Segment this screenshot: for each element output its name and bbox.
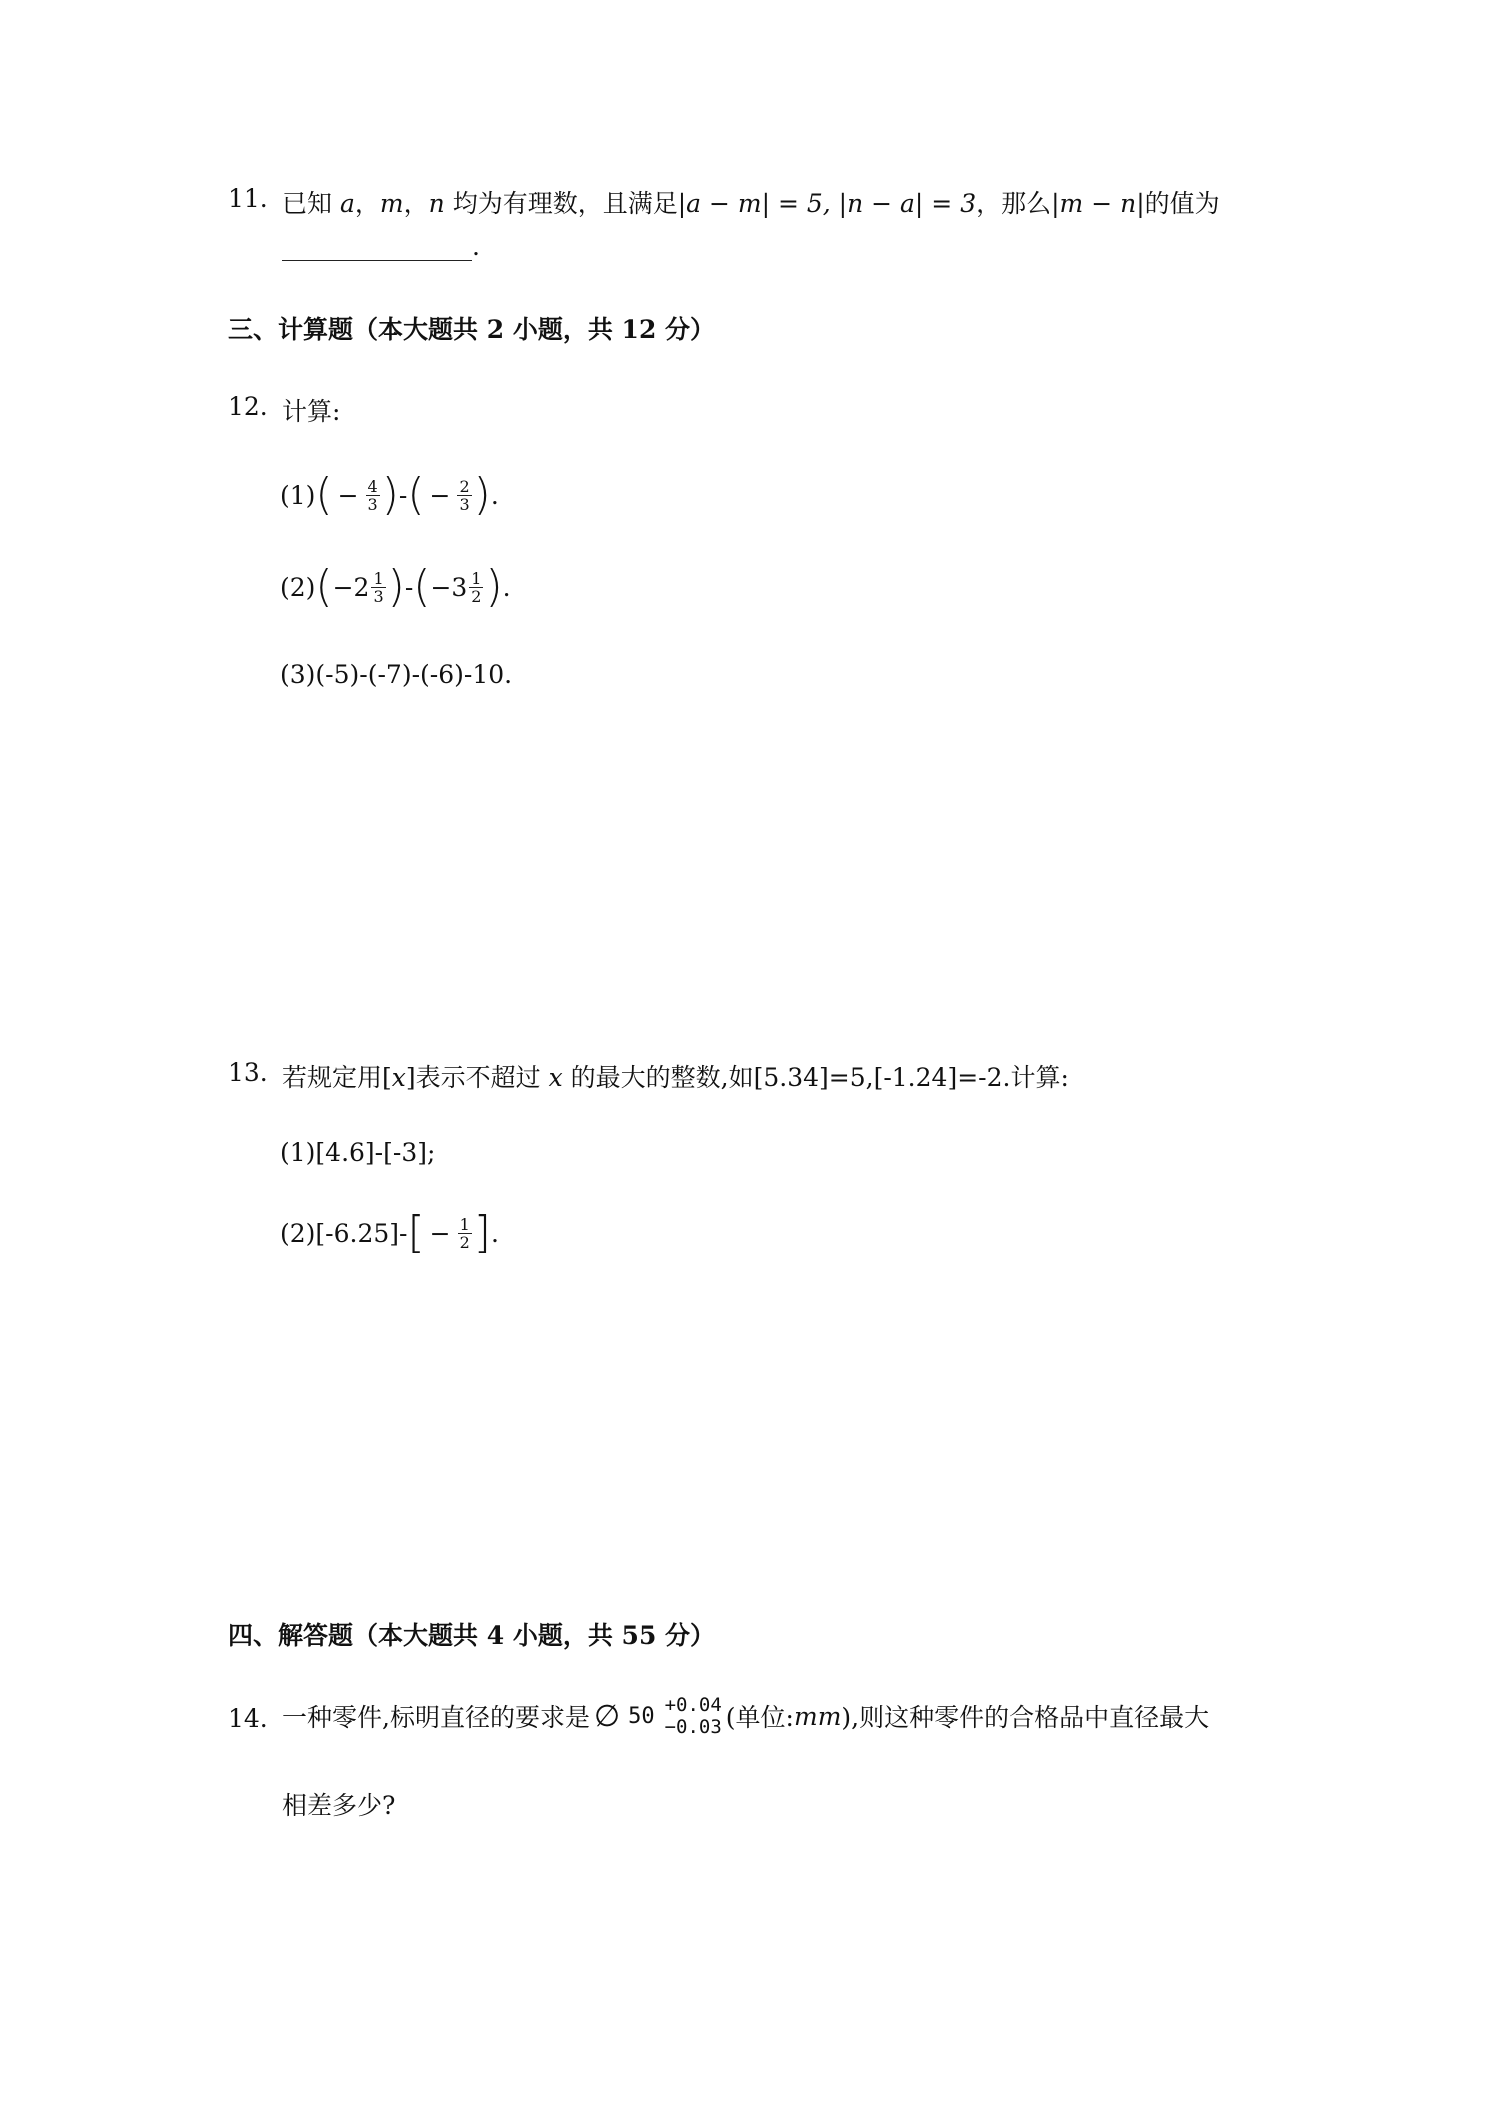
q14-number: 14.	[228, 1704, 268, 1733]
q11-text: ，那么	[976, 189, 1052, 218]
section-count: 4	[486, 1621, 505, 1650]
q11-var-a: a	[339, 189, 355, 218]
q11-expression: |m − n|	[1051, 189, 1145, 218]
answer-blank[interactable]	[282, 234, 472, 261]
tolerance	[665, 1694, 722, 1738]
q11-comma: ，	[403, 189, 429, 218]
left-bracket: [	[407, 1207, 425, 1258]
numerator: 1	[373, 568, 384, 588]
q11-end: .	[472, 232, 480, 261]
section-title-text: 三、计算题（本大题共	[228, 315, 487, 344]
fraction	[371, 570, 385, 605]
section-title-text: 分）	[656, 315, 716, 344]
right-bracket: ]	[473, 1207, 491, 1258]
numerator: 2	[459, 476, 470, 496]
upper-tolerance: +0.04	[664, 1694, 722, 1716]
section-4-title	[228, 1616, 715, 1652]
q11-var-n: n	[428, 189, 445, 218]
q12-part-3: (3)(-5)-(-7)-(-6)-10.	[280, 660, 513, 689]
q11-text: 已知	[282, 189, 333, 218]
right-paren: )	[485, 561, 503, 612]
q11-text: 的值为	[1144, 189, 1220, 218]
minus-sign: −	[429, 480, 451, 510]
q11-answer-line	[282, 232, 480, 261]
q13-number: 13.	[228, 1058, 268, 1087]
section-title-text: 分）	[656, 1621, 716, 1650]
left-paren: (	[413, 561, 431, 612]
denominator: 2	[471, 586, 482, 606]
denominator: 3	[459, 494, 470, 514]
part-label: (2)[-6.25]-	[280, 1218, 408, 1248]
numerator: 1	[459, 1214, 470, 1234]
section-score: 55	[621, 1621, 657, 1650]
right-paren: )	[387, 561, 405, 612]
q13-part-2	[280, 1208, 499, 1258]
q11-condition-1: |a − m| = 5,	[677, 189, 831, 218]
fraction	[469, 570, 483, 605]
mixed-whole: −3	[430, 572, 468, 602]
minus-sign: −	[337, 480, 359, 510]
q12-stem: 计算:	[282, 397, 341, 426]
q11-text: 均为有理数，且满足	[452, 189, 678, 218]
left-paren: (	[407, 469, 425, 520]
mixed-whole: −2	[332, 572, 370, 602]
section-3-title	[228, 310, 715, 346]
section-title-text: 四、解答题（本大题共	[228, 1621, 487, 1650]
q14-unit: mm	[793, 1701, 842, 1731]
q13-part-1: (1)[4.6]-[-3];	[280, 1138, 436, 1167]
q14-text: 一种零件,标明直径的要求是	[282, 1703, 590, 1732]
minus-sign: −	[429, 1218, 451, 1248]
q13-var-x: x	[548, 1063, 563, 1092]
period: .	[490, 1218, 499, 1248]
left-paren: (	[315, 469, 333, 520]
q13-stem	[282, 1058, 1069, 1094]
q11-number: 11.	[228, 184, 268, 213]
q14-text: ),则这种零件的合格品中直径最大	[841, 1703, 1210, 1732]
lower-tolerance: −0.03	[664, 1716, 722, 1738]
diameter-icon: ∅	[593, 1698, 621, 1734]
fraction	[458, 1216, 472, 1251]
q11-comma: ，	[354, 189, 380, 218]
nominal-size: 50	[628, 1703, 655, 1729]
q13-text: 若规定用[	[282, 1063, 392, 1092]
q12-number: 12.	[228, 392, 268, 421]
q13-text: ]表示不超过	[405, 1063, 541, 1092]
section-score: 12	[621, 315, 657, 344]
q14-stem-line-2: 相差多少?	[282, 1791, 396, 1820]
q13-var-x: x	[391, 1063, 406, 1092]
numerator: 4	[367, 476, 378, 496]
q14-text: (单位:	[725, 1703, 794, 1732]
dash: -	[398, 480, 408, 510]
right-paren: )	[473, 469, 491, 520]
denominator: 2	[459, 1232, 470, 1252]
dash: -	[404, 572, 414, 602]
period: .	[502, 572, 511, 602]
part-label: (1)	[280, 480, 316, 510]
q11-stem	[282, 184, 1220, 220]
q13-text: 的最大的整数,如[5.34]=5,[-1.24]=-2.计算:	[570, 1063, 1069, 1092]
period: .	[490, 480, 499, 510]
q14-stem	[282, 1690, 1209, 1742]
left-paren: (	[315, 561, 333, 612]
q11-condition-2: |n − a| = 3	[838, 189, 977, 218]
right-paren: )	[381, 469, 399, 520]
section-title-text: 小题，共	[504, 315, 622, 344]
numerator: 1	[471, 568, 482, 588]
denominator: 3	[367, 494, 378, 514]
denominator: 3	[373, 586, 384, 606]
q12-part-1	[280, 470, 499, 520]
section-count: 2	[486, 315, 505, 344]
q12-part-2	[280, 562, 511, 612]
fraction	[457, 478, 471, 513]
q11-var-m: m	[379, 189, 404, 218]
part-label: (2)	[280, 572, 316, 602]
fraction	[366, 478, 380, 513]
section-title-text: 小题，共	[504, 1621, 622, 1650]
